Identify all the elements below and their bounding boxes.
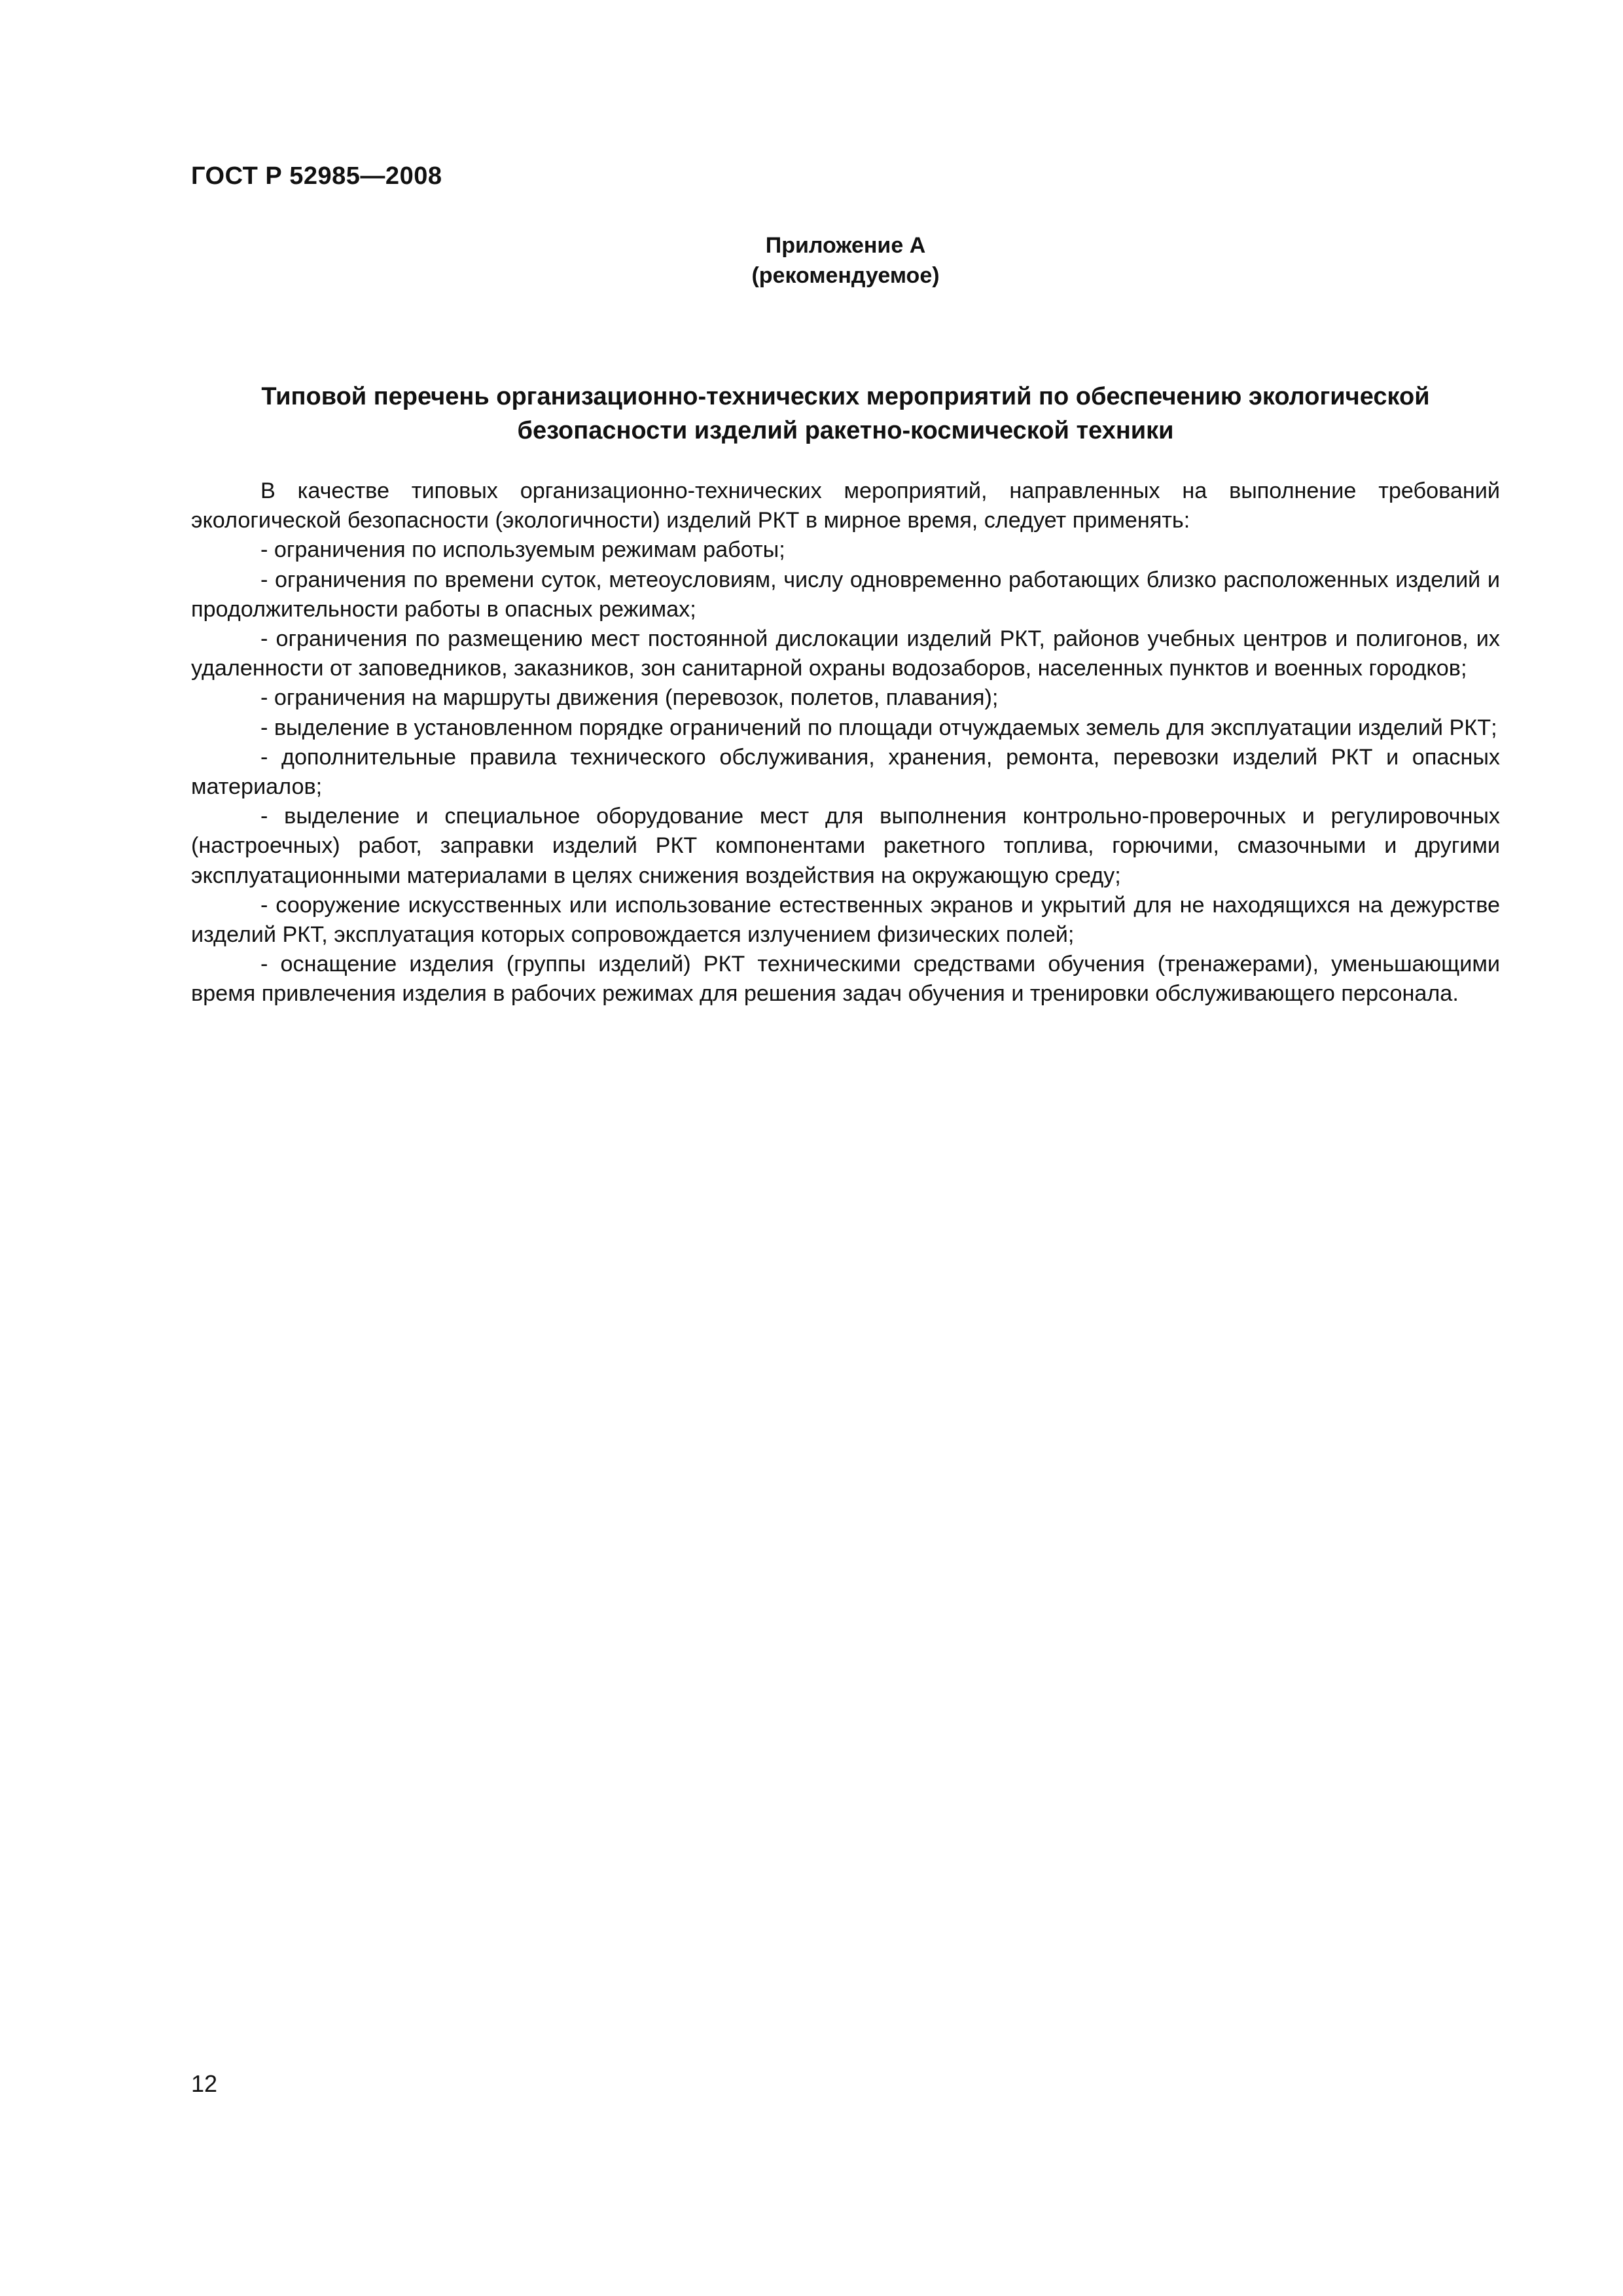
document-code-header: ГОСТ Р 52985—2008 xyxy=(191,162,442,190)
list-item: - выделение в установленном порядке ограничений по площади отчуждаемых земель для эксплуатации изделий РКТ; xyxy=(260,715,1497,740)
body-text xyxy=(191,476,1500,1009)
appendix-heading xyxy=(191,230,1500,291)
appendix-title xyxy=(191,380,1500,448)
list-item: - оснащение изделия (группы изделий) РКТ техническими средствами обучения (тренажерами), уменьшающими время привлечения изделия в рабочих режимах для решения задач обучения и тренировки обслуживающего персонала. xyxy=(191,952,1500,1007)
page-number: 12 xyxy=(191,2070,218,2097)
list-item: - ограничения по размещению мест постоянной дислокации изделий РКТ, районов учебных центров и полигонов, их удаленности от заповедников, заказников, зон санитарной охраны водозаборов, населенных пунктов и военных городков; xyxy=(191,626,1500,681)
appendix-status: (рекомендуемое) xyxy=(751,263,940,288)
appendix-label: Приложение А xyxy=(765,233,926,258)
list-item: - дополнительные правила технического обслуживания, хранения, ремонта, перевозки изделий РКТ и опасных материалов; xyxy=(191,744,1500,800)
list-item: - выделение и специальное оборудование мест для выполнения контрольно-проверочных и регулировочных (настроечных) работ, заправки изделий РКТ компонентами ракетного топлива, горючими, смазочными и другими эксплуатационными материалами в целях снижения воздействия на окружающую среду; xyxy=(191,804,1500,888)
appendix-title-line-1: Типовой перечень организационно-технических мероприятий по обеспечению экологической xyxy=(261,383,1430,410)
list-item: - сооружение искусственных или использование естественных экранов и укрытий для не находящихся на дежурстве изделий РКТ, эксплуатация которых сопровождается излучением физических полей; xyxy=(191,892,1500,948)
list-item: - ограничения по используемым режимам работы; xyxy=(260,537,785,563)
appendix-title-line-2: безопасности изделий ракетно-космической техники xyxy=(517,417,1174,444)
list-item: - ограничения на маршруты движения (перевозок, полетов, плавания); xyxy=(260,685,999,711)
intro-paragraph: В качестве типовых организационно-технических мероприятий, направленных на выполнение требований экологической безопасности (экологичности) изделий РКТ в мирное время, следует применять: xyxy=(191,478,1500,533)
list-item: - ограничения по времени суток, метеоусловиям, числу одновременно работающих близко расположенных изделий и продолжительности работы в опасных режимах; xyxy=(191,567,1500,622)
